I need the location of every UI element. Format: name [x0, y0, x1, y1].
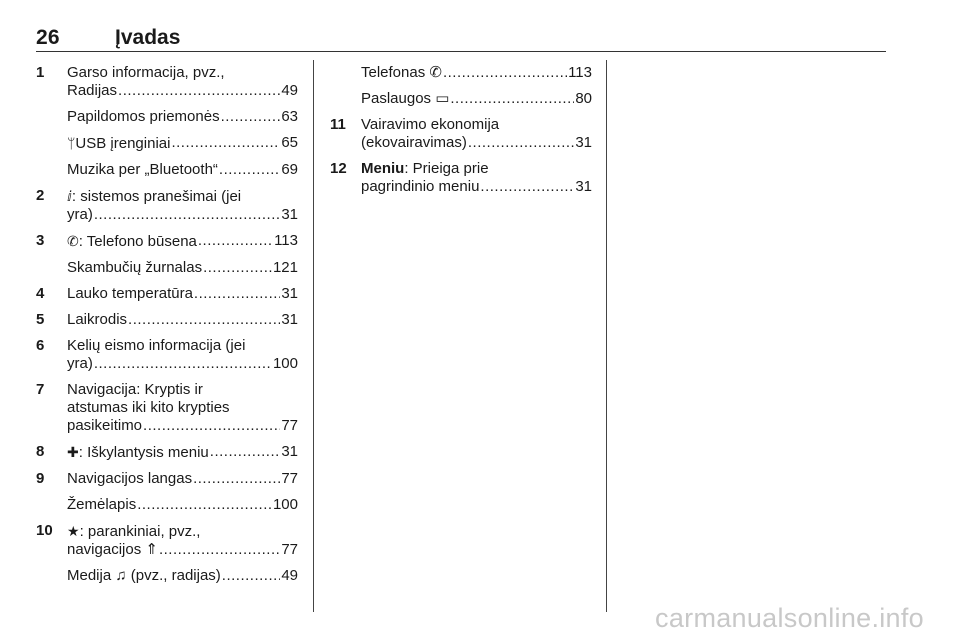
- entry-page-line: [67, 541, 298, 559]
- index-entry: [36, 337, 298, 373]
- dot-leader: [94, 206, 280, 224]
- dot-leader: [219, 161, 280, 179]
- index-entry: [36, 522, 298, 559]
- entry-topic: Muzika per „Bluetooth“: [67, 161, 218, 178]
- dot-leader: [443, 64, 567, 82]
- index-entry: [330, 116, 592, 152]
- dot-leader: [128, 311, 280, 329]
- page-reference[interactable]: 31: [281, 443, 298, 460]
- entry-page-line: [67, 206, 298, 224]
- entry-text-line: Kelių eismo informacija (jei: [67, 337, 246, 354]
- entry-page-line: [67, 82, 298, 100]
- page-number: 26: [36, 26, 60, 49]
- watermark: carmanualsonline.info: [655, 603, 924, 633]
- dot-leader: [159, 541, 280, 559]
- page-reference[interactable]: 69: [281, 161, 298, 178]
- index-column-1: [36, 64, 298, 593]
- entry-page-line: [67, 108, 298, 126]
- entry-number: 10: [36, 522, 53, 539]
- dot-leader: [137, 496, 272, 514]
- entry-number: 1: [36, 64, 45, 81]
- page-reference[interactable]: 31: [575, 134, 592, 151]
- entry-text-line: Vairavimo ekonomija: [361, 116, 500, 133]
- page-reference[interactable]: 77: [281, 417, 298, 434]
- entry-topic: (ekovairavimas): [361, 134, 467, 151]
- dot-leader: [193, 470, 280, 488]
- page-reference[interactable]: 113: [274, 232, 298, 249]
- entry-topic: Žemėlapis: [67, 496, 137, 513]
- entry-icon: ᛘ: [67, 135, 76, 151]
- entry-topic: Telefonas ✆: [361, 64, 442, 81]
- entry-text-line: ⅈ: sistemos pranešimai (jei: [67, 188, 242, 205]
- page-reference[interactable]: 31: [281, 311, 298, 328]
- entry-text-line: ★: parankiniai, pvz.,: [67, 523, 201, 540]
- entry-topic: Medija ♫ (pvz., radijas): [67, 567, 221, 584]
- entry-text-line: Navigacija: Kryptis ir: [67, 381, 203, 398]
- entry-topic: Laikrodis: [67, 311, 128, 328]
- entry-page-line: [361, 64, 592, 82]
- dot-leader: [450, 90, 574, 108]
- page-reference[interactable]: 113: [568, 64, 592, 81]
- page-reference[interactable]: 49: [281, 82, 298, 99]
- page-reference[interactable]: 63: [281, 108, 298, 125]
- entry-text-line: atstumas iki kito krypties: [67, 399, 230, 416]
- page-reference[interactable]: 31: [281, 285, 298, 302]
- entry-number: 3: [36, 232, 45, 249]
- entry-number: 2: [36, 187, 45, 204]
- dot-leader: [222, 567, 281, 585]
- dot-leader: [94, 355, 272, 373]
- entry-icon: ★: [67, 523, 80, 539]
- entry-icon: ⅈ: [67, 188, 72, 204]
- entry-page-line: [67, 285, 298, 303]
- index-column-2: [330, 64, 592, 204]
- page-reference[interactable]: 31: [281, 206, 298, 223]
- entry-page-line: [67, 417, 298, 435]
- column-divider-right: [606, 60, 607, 612]
- entry-topic: pagrindinio meniu: [361, 178, 480, 195]
- entry-page-line: [67, 443, 298, 462]
- index-entry: [36, 443, 298, 462]
- entry-topic: USB įrenginiai: [75, 135, 171, 152]
- page-reference[interactable]: 121: [272, 259, 298, 276]
- page-reference[interactable]: 100: [272, 355, 298, 372]
- header-rule: [36, 51, 886, 52]
- entry-topic: Navigacijos langas: [67, 470, 193, 487]
- index-entry: [36, 381, 298, 435]
- index-entry: [36, 108, 298, 126]
- index-entry: [330, 90, 592, 108]
- index-entry: [36, 64, 298, 100]
- dot-leader: [221, 108, 281, 126]
- dot-leader: [203, 259, 272, 277]
- entry-topic: Paslaugos ▭: [361, 90, 450, 107]
- entry-topic: pasikeitimo: [67, 417, 143, 434]
- index-entry: [36, 496, 298, 514]
- column-divider-left: [313, 60, 314, 612]
- index-entry: [36, 285, 298, 303]
- entry-topic: Skambučių žurnalas: [67, 259, 203, 276]
- entry-number: 11: [330, 116, 346, 133]
- page-title: Įvadas: [115, 26, 181, 49]
- entry-number: 8: [36, 443, 45, 460]
- entry-number: 5: [36, 311, 45, 328]
- index-entry: [330, 64, 592, 82]
- page-reference[interactable]: 100: [272, 496, 298, 513]
- entry-page-line: [67, 470, 298, 488]
- page-reference[interactable]: 77: [281, 470, 298, 487]
- index-entry: [36, 470, 298, 488]
- entry-number: 9: [36, 470, 45, 487]
- entry-topic: Lauko temperatūra: [67, 285, 193, 302]
- index-entry: [36, 134, 298, 153]
- entry-number: 7: [36, 381, 45, 398]
- dot-leader: [210, 443, 281, 462]
- entry-number: 12: [330, 160, 347, 177]
- entry-text-line: Garso informacija, pvz.,: [67, 64, 225, 81]
- index-entry: [36, 187, 298, 224]
- page-reference[interactable]: 49: [281, 567, 298, 584]
- entry-icon: ✆: [67, 233, 79, 249]
- page-reference[interactable]: 80: [575, 90, 592, 107]
- dot-leader: [468, 134, 574, 152]
- entry-topic: Papildomos priemonės: [67, 108, 220, 125]
- entry-page-line: [67, 232, 298, 251]
- index-entry: [36, 311, 298, 329]
- index-entry: [36, 232, 298, 251]
- entry-page-line: [361, 178, 592, 196]
- index-entry: [36, 161, 298, 179]
- page-reference[interactable]: 65: [281, 134, 298, 151]
- index-entry: [36, 567, 298, 585]
- index-entry: [330, 160, 592, 196]
- dot-leader: [198, 232, 273, 251]
- dot-leader: [171, 134, 280, 153]
- entry-page-line: [67, 311, 298, 329]
- entry-page-line: [67, 355, 298, 373]
- entry-icon: ✚: [67, 444, 79, 460]
- entry-topic: Radijas: [67, 82, 118, 99]
- page-header: [36, 26, 886, 50]
- entry-bold-lead: Meniu: [361, 160, 405, 177]
- page-reference[interactable]: 31: [575, 178, 592, 195]
- entry-page-line: [67, 161, 298, 179]
- entry-number: 4: [36, 285, 45, 302]
- dot-leader: [480, 178, 574, 196]
- entry-page-line: [67, 259, 298, 277]
- entry-page-line: [361, 90, 592, 108]
- entry-topic: navigacijos ⇑: [67, 541, 158, 558]
- entry-text-line: Meniu: Prieiga prie: [361, 160, 489, 177]
- page-reference[interactable]: 77: [281, 541, 298, 558]
- index-entry: [36, 259, 298, 277]
- entry-topic: yra): [67, 206, 93, 223]
- entry-page-line: [67, 134, 298, 153]
- entry-topic: : Iškylantysis meniu: [78, 444, 209, 461]
- dot-leader: [143, 417, 280, 435]
- entry-number: 6: [36, 337, 45, 354]
- dot-leader: [118, 82, 280, 100]
- entry-page-line: [67, 496, 298, 514]
- entry-page-line: [361, 134, 592, 152]
- entry-page-line: [67, 567, 298, 585]
- dot-leader: [194, 285, 280, 303]
- entry-topic: yra): [67, 355, 93, 372]
- entry-topic: : Telefono būsena: [78, 233, 197, 250]
